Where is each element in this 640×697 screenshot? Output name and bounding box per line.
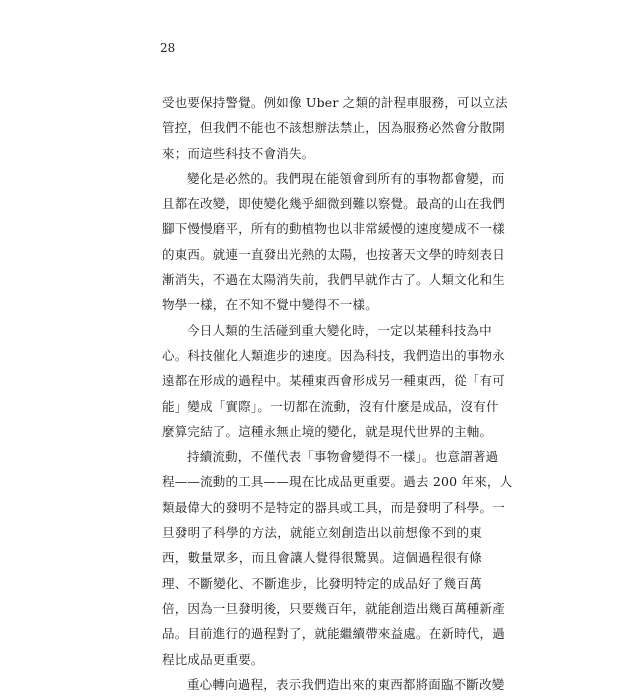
page-number: 28: [160, 41, 176, 55]
paragraph-first-line: 變化是必然的。我們現在能領會到所有的事物都會變，而: [187, 170, 505, 186]
text-line: 受也要保持警覺。例如像 Uber 之類的計程車服務，可以立法: [162, 95, 508, 110]
text-line: 且都在改變，即使變化幾乎細微到難以察覺。最高的山在我們: [162, 196, 505, 212]
text-line: 能」變成「實際」。一切都在流動，沒有什麼是成品，沒有什: [162, 398, 499, 414]
paragraph-first-line: 今日人類的生活碰到重大變化時，一定以某種科技為中: [187, 322, 492, 338]
text-line: 程比成品更重要。: [162, 651, 264, 667]
text-line: 的東西。就連一直發出光熱的太陽，也按著天文學的時刻表日: [162, 246, 505, 262]
text-line: 來；而這些科技不會消失。: [162, 145, 315, 161]
text-line: 管控，但我們不能也不該想辦法禁止，因為服務必然會分散開: [162, 120, 505, 136]
text-line: 麼算完結了。這種永無止境的變化，就是現代世界的主軸。: [162, 423, 493, 439]
text-line: 物學一樣，在不知不覺中變得不一樣。: [162, 297, 378, 313]
text-line: 倍，因為一旦發明後，只要幾百年，就能創造出幾百萬種新產: [162, 600, 505, 616]
text-line: 遠都在形成的過程中。某種東西會形成另一種東西，從「有可: [162, 373, 505, 389]
body-text: [162, 90, 513, 697]
text-line: 程——流動的工具——現在比成品更重要。過去 200 年來，人: [162, 474, 513, 490]
text-line: 漸消失，不過在太陽消失前，我們早就作古了。人類文化和生: [162, 272, 505, 288]
paragraph-first-line: 重心轉向過程，表示我們造出來的東西都將面臨不斷改變: [187, 676, 505, 692]
text-line: 西，數量眾多，而且會讓人覺得很驚異。這個過程很有條: [162, 550, 482, 566]
text-line: 理、不斷變化、不斷進步，比發明特定的成品好了幾百萬: [162, 575, 482, 591]
text-line: 品。目前進行的過程對了，就能繼續帶來益處。在新時代，過: [162, 626, 505, 642]
text-line: 旦發明了科學的方法，就能立刻創造出以前想像不到的東: [162, 525, 482, 541]
paragraph-first-line: 持續流動，不僅代表「事物會變得不一樣」。也意謂著過: [187, 449, 499, 465]
text-line: 心。科技催化人類進步的速度。因為科技，我們造出的事物永: [162, 347, 505, 363]
text-line: 類最偉大的發明不是特定的器具或工具，而是發明了科學。一: [162, 499, 505, 515]
text-line: 腳下慢慢磨平，所有的動植物也以非常緩慢的速度變成不一樣: [162, 221, 505, 237]
